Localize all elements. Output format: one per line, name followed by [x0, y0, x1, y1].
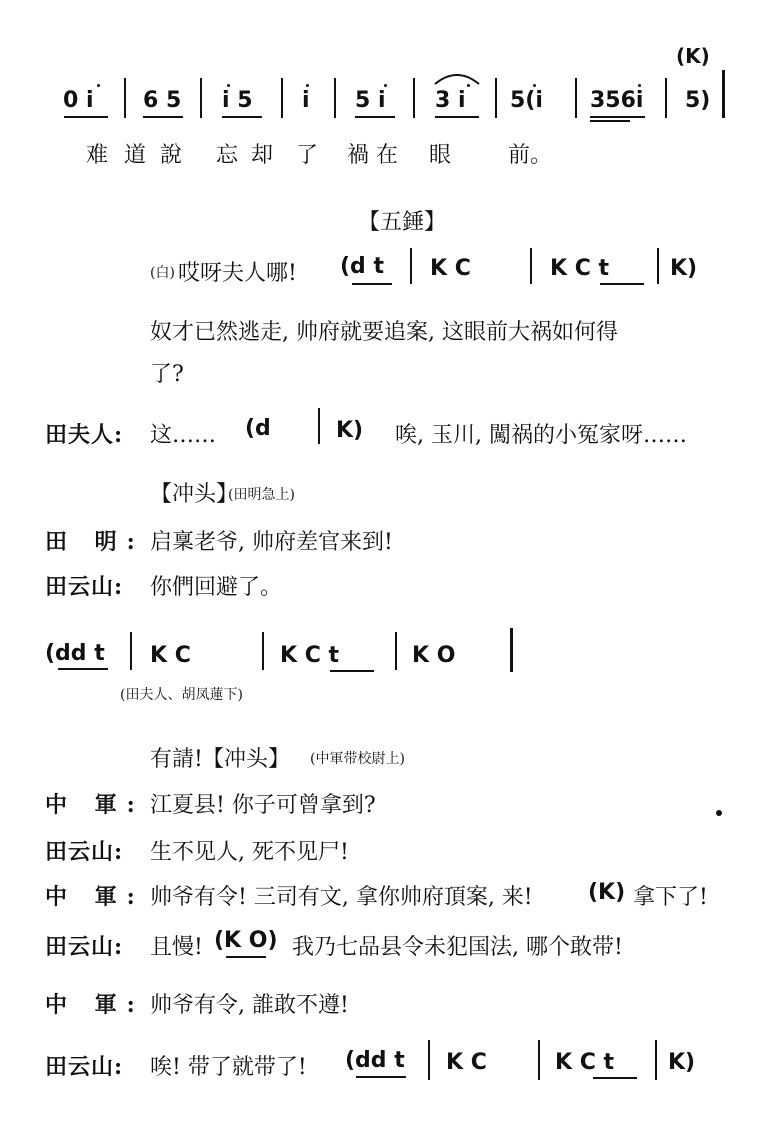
- aside-tag: (白): [150, 265, 175, 281]
- beat-cell: K C: [150, 643, 191, 668]
- lyric-char: 說: [160, 143, 183, 168]
- speaker-name: 田云山:: [45, 574, 124, 600]
- beat-cell: (K): [588, 880, 626, 905]
- beat-cell: K): [336, 418, 364, 443]
- dialogue-text: 唉, 玉川, 闖祸的小冤家呀……: [395, 423, 687, 448]
- score-note: 5 i: [355, 88, 386, 113]
- dialogue-text: 且慢!: [150, 935, 203, 960]
- beat-cell: (K O): [214, 928, 278, 953]
- beat-cell: K C: [446, 1050, 487, 1075]
- beat-cell: K C t: [550, 256, 610, 281]
- stage-note: (田明急上): [228, 487, 295, 503]
- beat-cell: (d: [245, 416, 271, 441]
- dialogue-text: 我乃七品县令未犯国法, 哪个敢带!: [292, 935, 623, 960]
- score-note: i 5: [222, 88, 253, 113]
- speaker-name: 田云山:: [45, 839, 124, 865]
- dialogue-text: 了?: [150, 362, 184, 387]
- beat-cell: K C t: [280, 643, 340, 668]
- section-label: 【冲头】: [202, 747, 291, 772]
- dialogue-text: 这……: [150, 423, 217, 448]
- lyric-char: 了: [296, 143, 319, 168]
- dialogue-text: 哎呀夫人哪!: [178, 261, 297, 286]
- dialogue-text: 帅爷有令, 誰敢不遵!: [150, 993, 349, 1018]
- score-note: 3 i: [435, 88, 466, 113]
- slur-mark: [433, 68, 481, 86]
- dialogue-text: 你們回避了。: [150, 575, 283, 600]
- section-title-wuchui: 【五錘】: [358, 210, 447, 235]
- score-note: i: [302, 88, 310, 113]
- beat-cell: (dd t: [345, 1048, 405, 1073]
- dialogue-text: 唉! 带了就带了!: [150, 1055, 307, 1080]
- lyric-char: 难: [86, 143, 109, 168]
- dialogue-text: 拿下了!: [633, 885, 708, 910]
- beat-cell: K): [670, 256, 698, 281]
- score-note: 5): [685, 88, 711, 113]
- lyric-char: 道: [124, 143, 147, 168]
- beat-cell: (d t: [340, 254, 384, 279]
- lyric-char: 眼: [429, 143, 452, 168]
- score-top-mark: (K): [676, 44, 710, 68]
- dialogue-text: 启稟老爷, 帅府差官来到!: [150, 530, 393, 555]
- beat-cell: K): [668, 1050, 696, 1075]
- lyric-char: 却: [251, 143, 274, 168]
- score-note: 5(i: [510, 88, 543, 113]
- speaker-name: 中 軍:: [45, 992, 145, 1018]
- dialogue-text: 帅爷有令! 三司有文, 拿你帅府頂案, 来!: [150, 885, 533, 910]
- dialogue-text: 有請!: [150, 747, 203, 772]
- speaker-name: 田云山:: [45, 1054, 124, 1080]
- stage-note: (中軍带校尉上): [310, 751, 405, 767]
- dialogue-text: 江夏县! 你子可曾拿到?: [150, 793, 376, 818]
- score-note: 6 5: [143, 88, 182, 113]
- lyric-char: 忘: [216, 143, 239, 168]
- speaker-name: 田 明:: [45, 529, 145, 555]
- speaker-name: 中 軍:: [45, 792, 145, 818]
- beat-cell: K C: [430, 256, 471, 281]
- score-note: 0 i: [63, 88, 94, 113]
- lyric-char: 在: [376, 143, 399, 168]
- speaker-name: 田云山:: [45, 934, 124, 960]
- beat-cell: K O: [412, 643, 456, 668]
- lyric-char: 前。: [508, 143, 553, 168]
- dialogue-text: 生不见人, 死不见尸!: [150, 840, 349, 865]
- lyric-char: 禍: [347, 143, 370, 168]
- score-note: 356i: [590, 88, 644, 113]
- dialogue-text: 奴才已然逃走, 帅府就要追案, 这眼前大祸如何得: [150, 320, 618, 345]
- beat-cell: K C t: [555, 1050, 615, 1075]
- section-label: 【冲头】: [150, 482, 239, 507]
- speaker-name: 田夫人:: [45, 422, 124, 448]
- speaker-name: 中 軍:: [45, 884, 145, 910]
- stage-note: (田夫人、胡凤蓮下): [120, 687, 243, 703]
- beat-cell: (dd t: [45, 641, 105, 666]
